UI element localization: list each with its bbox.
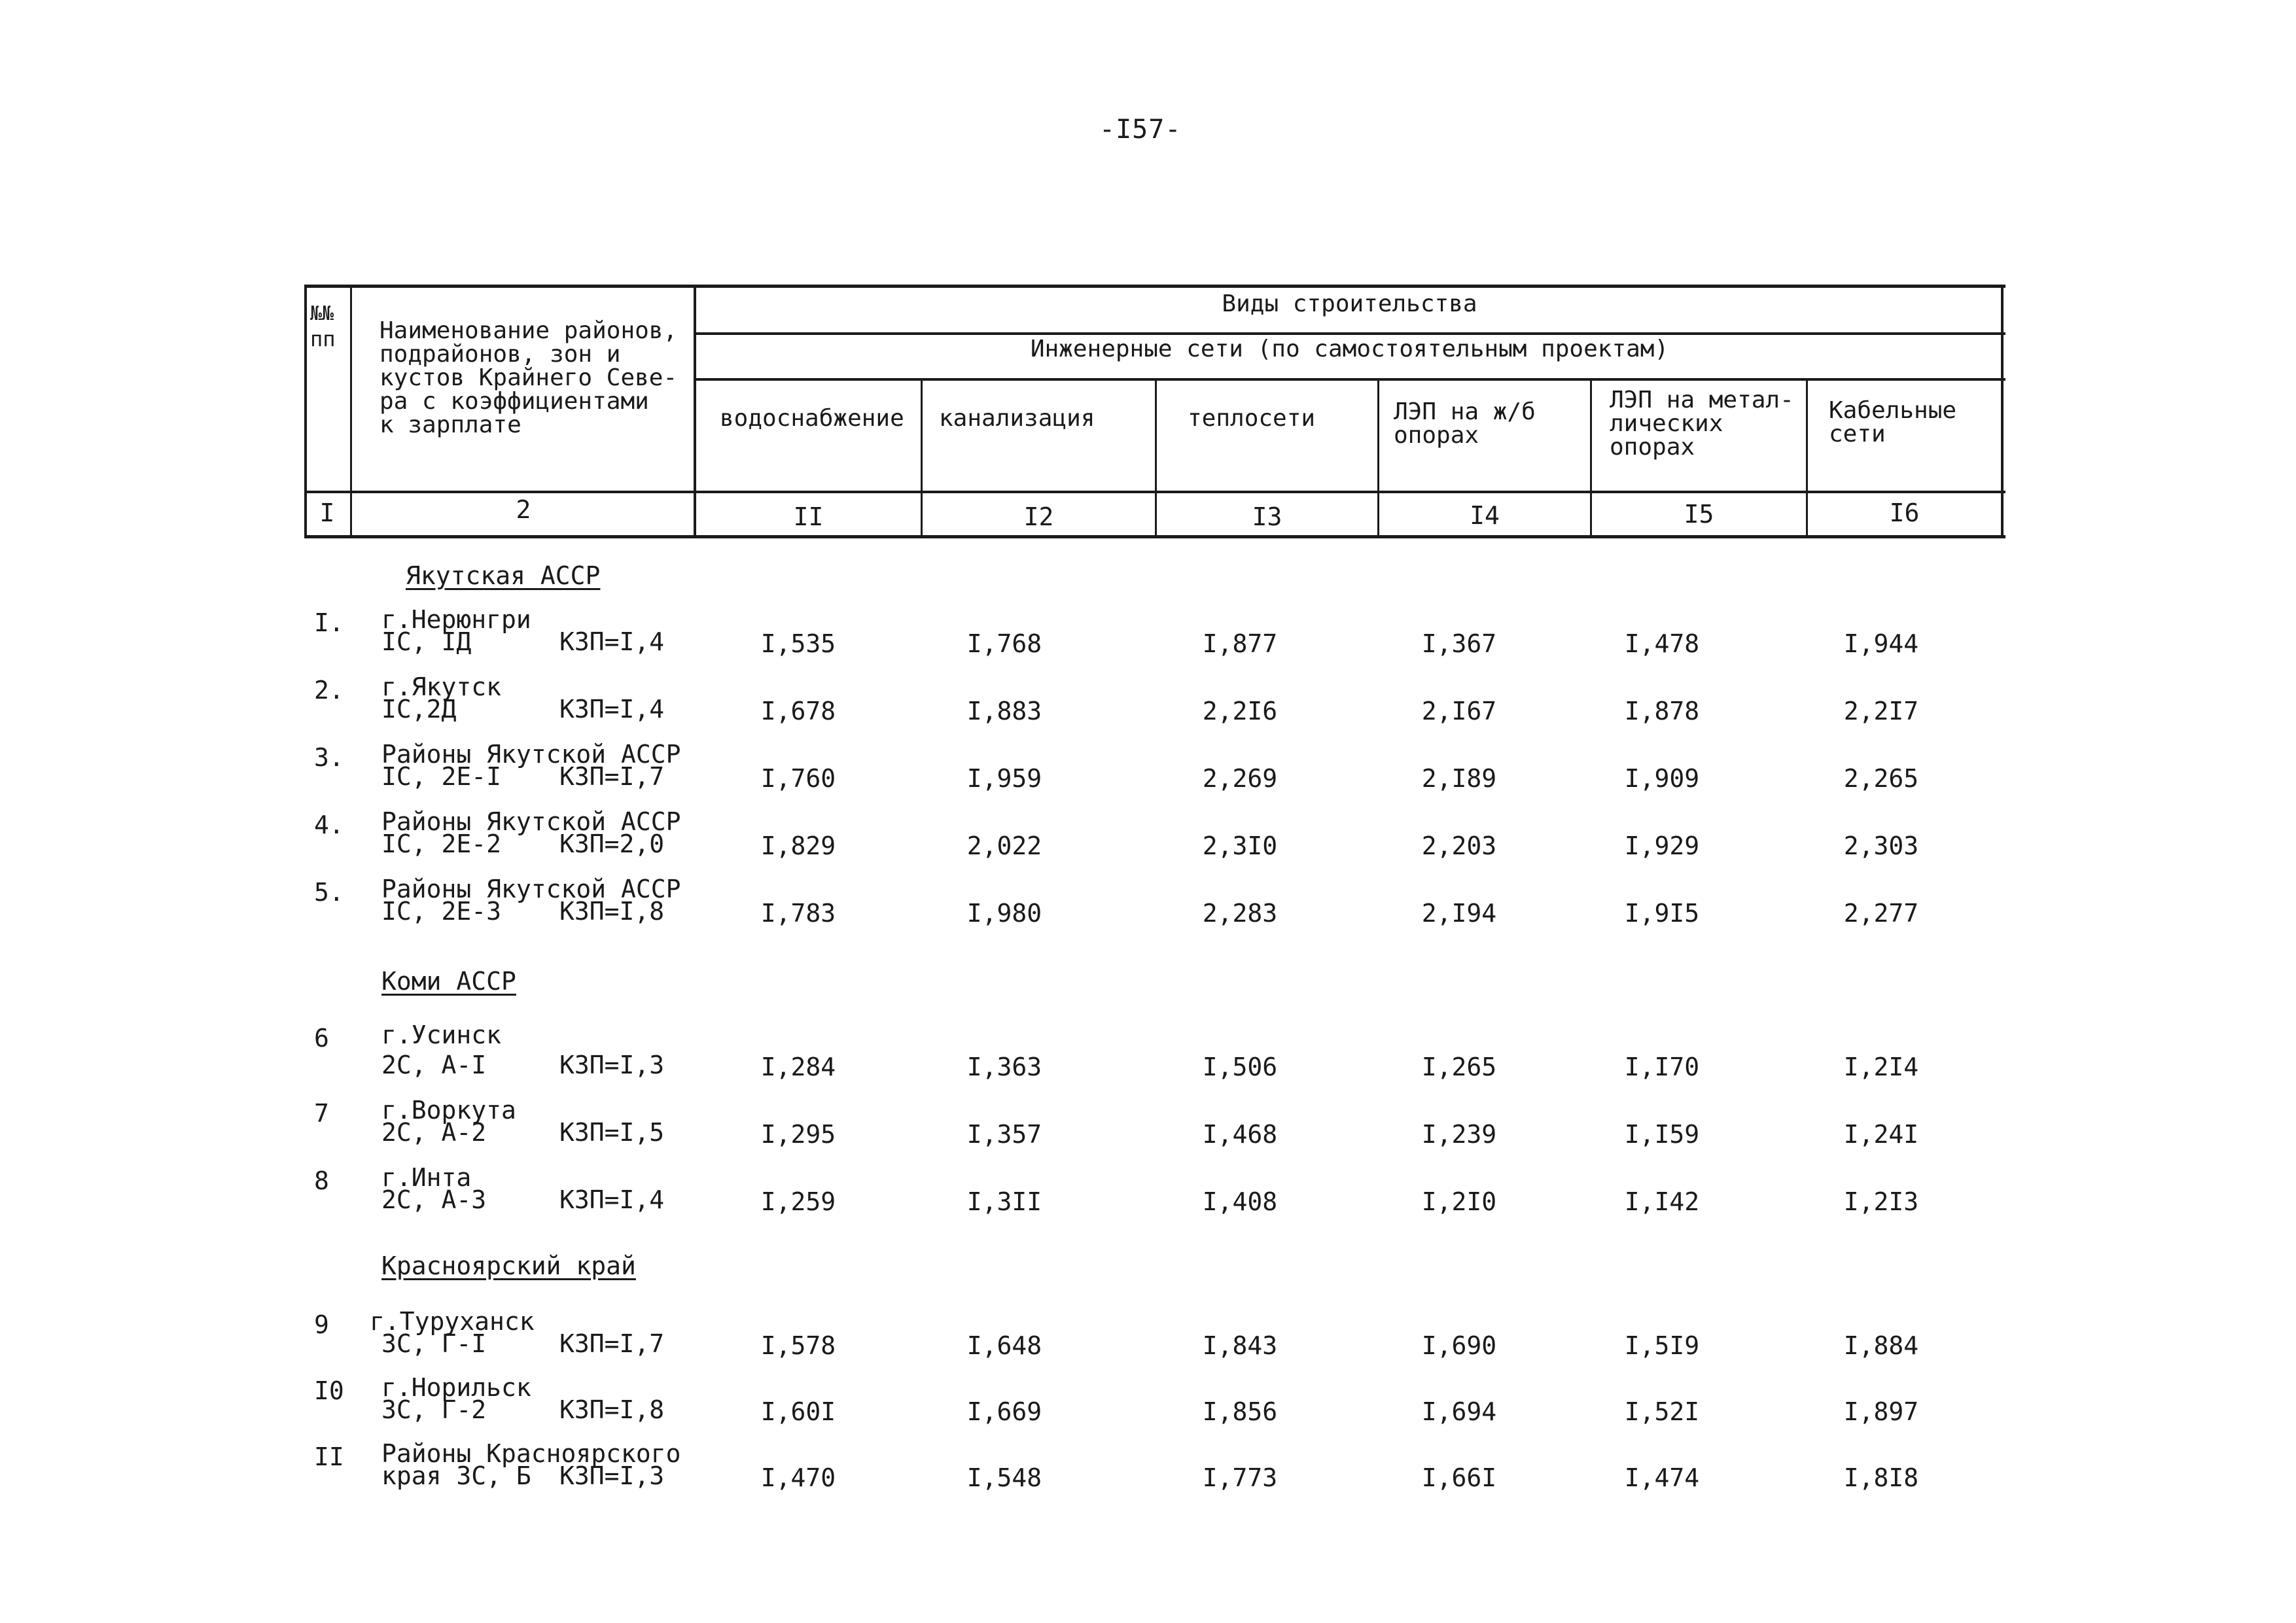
value-sewer: I,959 bbox=[966, 764, 1042, 793]
row-coefficient: КЗП=I,3 bbox=[559, 1051, 665, 1079]
section-title-komi: Коми АССР bbox=[381, 967, 516, 996]
header-num-label-2: пп bbox=[310, 326, 336, 351]
row-zone: IC, 2Е-2 bbox=[381, 829, 502, 858]
value-water: I,678 bbox=[760, 697, 836, 725]
value-sewer: I,548 bbox=[966, 1463, 1042, 1492]
row-zone: 3С, Г-2 bbox=[381, 1395, 487, 1424]
value-cable: 2,303 bbox=[1843, 831, 1919, 860]
value-cable: I,2I4 bbox=[1843, 1053, 1919, 1081]
value-sewer: I,669 bbox=[966, 1397, 1042, 1426]
value-heat: 2,269 bbox=[1202, 764, 1278, 793]
row-zone: края 3С, Б bbox=[381, 1461, 531, 1490]
value-water: I,829 bbox=[760, 831, 836, 860]
header-num-label-1: №№ bbox=[310, 302, 334, 325]
table-row bbox=[0, 1439, 2296, 1508]
value-cable: I,8I8 bbox=[1843, 1463, 1919, 1492]
value-power-metal: I,878 bbox=[1624, 697, 1700, 725]
value-cable: I,24I bbox=[1843, 1120, 1919, 1149]
row-zone: IC, IД bbox=[381, 627, 472, 656]
value-power-metal: I,929 bbox=[1624, 831, 1700, 860]
row-number: 4. bbox=[314, 811, 344, 839]
value-power-rc: 2,I67 bbox=[1421, 697, 1497, 725]
value-heat: 2,3I0 bbox=[1202, 831, 1278, 860]
value-heat: 2,2I6 bbox=[1202, 697, 1278, 725]
header-subgroup-title: Инженерные сети (по самостоятельным проектам) bbox=[1030, 336, 1669, 362]
row-number: II bbox=[314, 1442, 344, 1471]
row-name: Районы Якутской АССР bbox=[381, 875, 681, 903]
row-zone: IC, 2Е-I bbox=[381, 762, 502, 791]
value-power-metal: I,5I9 bbox=[1624, 1331, 1700, 1360]
header-col-cable: Кабельные сети bbox=[1829, 397, 1957, 447]
header-col-water: водоснабжение bbox=[720, 405, 904, 432]
table-row bbox=[0, 875, 2296, 943]
table-row bbox=[0, 1307, 2296, 1376]
value-power-rc: I,239 bbox=[1421, 1120, 1497, 1149]
value-water: I,259 bbox=[760, 1187, 836, 1216]
row-zone: 3С, Г-I bbox=[381, 1329, 487, 1358]
row-coefficient: КЗП=I,4 bbox=[559, 1185, 665, 1214]
row-zone: 2С, А-I bbox=[381, 1051, 487, 1079]
value-power-metal: I,52I bbox=[1624, 1397, 1700, 1426]
header-top-rule bbox=[304, 285, 2005, 288]
header-right-border bbox=[2001, 285, 2004, 538]
table-row bbox=[0, 1021, 2296, 1089]
row-name: г.Инта bbox=[381, 1163, 472, 1192]
value-sewer: I,357 bbox=[966, 1120, 1042, 1149]
row-number: 5. bbox=[314, 878, 344, 907]
value-heat: I,468 bbox=[1202, 1120, 1278, 1149]
value-water: I,470 bbox=[760, 1463, 836, 1492]
value-heat: I,877 bbox=[1202, 629, 1278, 658]
row-number: I. bbox=[314, 608, 344, 637]
value-water: I,535 bbox=[760, 629, 836, 658]
header-name-label: Наименование районов, подрайонов, зон и кустов Крайнего Севе- ра с коэффициентами к зарплате bbox=[380, 317, 678, 438]
value-cable: I,884 bbox=[1843, 1331, 1919, 1360]
row-coefficient: КЗП=I,4 bbox=[559, 627, 665, 656]
row-coefficient: КЗП=I,8 bbox=[559, 1395, 665, 1424]
value-power-rc: I,367 bbox=[1421, 629, 1497, 658]
row-name: Районы Якутской АССР bbox=[381, 740, 681, 769]
value-power-metal: I,9I5 bbox=[1624, 899, 1700, 928]
value-cable: I,2I3 bbox=[1843, 1187, 1919, 1216]
row-zone: IC, 2Е-3 bbox=[381, 897, 502, 926]
value-cable: 2,277 bbox=[1843, 899, 1919, 928]
section-title-yakutia: Якутская АССР bbox=[406, 561, 601, 590]
value-power-rc: 2,203 bbox=[1421, 831, 1497, 860]
row-zone: 2С, А-3 bbox=[381, 1185, 487, 1214]
header-left-border bbox=[304, 285, 307, 538]
row-coefficient: КЗП=I,7 bbox=[559, 1329, 665, 1358]
header-col-heat: теплосети bbox=[1188, 405, 1316, 432]
value-power-metal: I,I70 bbox=[1624, 1053, 1700, 1081]
header-group-title: Виды строительства bbox=[1222, 290, 1477, 317]
table-row bbox=[0, 740, 2296, 809]
value-power-rc: 2,I94 bbox=[1421, 899, 1497, 928]
table-row bbox=[0, 807, 2296, 876]
colnum-13: I3 bbox=[1252, 502, 1282, 531]
row-number: 3. bbox=[314, 743, 344, 772]
value-power-rc: I,694 bbox=[1421, 1397, 1497, 1426]
row-number: 6 bbox=[314, 1024, 329, 1053]
value-water: I,783 bbox=[760, 899, 836, 928]
colnum-14: I4 bbox=[1470, 501, 1500, 530]
value-power-rc: I,690 bbox=[1421, 1331, 1497, 1360]
row-name: г.Усинск bbox=[381, 1021, 502, 1049]
row-number: I0 bbox=[314, 1376, 344, 1405]
value-power-rc: 2,I89 bbox=[1421, 764, 1497, 793]
header-vline-2 bbox=[694, 285, 696, 538]
colnum-15: I5 bbox=[1684, 500, 1714, 529]
row-zone: IC,2Д bbox=[381, 695, 457, 724]
value-sewer: I,883 bbox=[966, 697, 1042, 725]
value-water: I,60I bbox=[760, 1397, 836, 1426]
value-cable: I,897 bbox=[1843, 1397, 1919, 1426]
value-power-metal: I,I59 bbox=[1624, 1120, 1700, 1149]
header-vline-1 bbox=[350, 285, 352, 538]
row-coefficient: КЗП=I,5 bbox=[559, 1118, 665, 1147]
value-water: I,578 bbox=[760, 1331, 836, 1360]
value-sewer: I,3II bbox=[966, 1187, 1042, 1216]
colnum-11: II bbox=[793, 502, 824, 531]
table-row bbox=[0, 605, 2296, 674]
row-name: г.Якутск bbox=[381, 672, 502, 701]
colnum-1: I bbox=[319, 498, 335, 527]
row-number: 7 bbox=[314, 1099, 329, 1128]
value-heat: I,506 bbox=[1202, 1053, 1278, 1081]
header-subgroup-rule bbox=[694, 332, 2005, 335]
value-cable: I,944 bbox=[1843, 629, 1919, 658]
table-row bbox=[0, 1163, 2296, 1232]
value-water: I,760 bbox=[760, 764, 836, 793]
table-row bbox=[0, 672, 2296, 741]
page-number: -I57- bbox=[1099, 114, 1182, 145]
row-coefficient: КЗП=2,0 bbox=[559, 829, 665, 858]
colnum-12: I2 bbox=[1023, 502, 1054, 531]
row-name: Районы Красноярского bbox=[381, 1439, 681, 1468]
value-water: I,284 bbox=[760, 1053, 836, 1081]
value-heat: I,408 bbox=[1202, 1187, 1278, 1216]
value-heat: I,843 bbox=[1202, 1331, 1278, 1360]
row-name: г.Воркута bbox=[381, 1096, 516, 1125]
header-col-sewer: канализация bbox=[939, 405, 1095, 432]
value-power-rc: I,66I bbox=[1421, 1463, 1497, 1492]
value-sewer: I,768 bbox=[966, 629, 1042, 658]
value-cable: 2,265 bbox=[1843, 764, 1919, 793]
header-col-power-rc: ЛЭП на ж/б опорах bbox=[1394, 398, 1536, 449]
row-zone: 2С, А-2 bbox=[381, 1118, 487, 1147]
value-sewer: I,980 bbox=[966, 899, 1042, 928]
value-power-metal: I,478 bbox=[1624, 629, 1700, 658]
row-name: Районы Якутской АССР bbox=[381, 807, 681, 836]
value-power-rc: I,2I0 bbox=[1421, 1187, 1497, 1216]
table-row bbox=[0, 1096, 2296, 1164]
row-name: г.Норильск bbox=[381, 1373, 531, 1402]
row-number: 9 bbox=[314, 1310, 329, 1339]
row-coefficient: КЗП=I,4 bbox=[559, 695, 665, 724]
row-name: г.Нерюнгри bbox=[381, 605, 531, 634]
value-sewer: I,363 bbox=[966, 1053, 1042, 1081]
row-coefficient: КЗП=I,8 bbox=[559, 897, 665, 926]
colnum-16: I6 bbox=[1889, 498, 1920, 527]
table-row bbox=[0, 1373, 2296, 1442]
row-name: г.Туруханск bbox=[370, 1307, 535, 1336]
row-number: 2. bbox=[314, 676, 344, 705]
row-coefficient: КЗП=I,3 bbox=[559, 1461, 665, 1490]
value-cable: 2,2I7 bbox=[1843, 697, 1919, 725]
value-power-metal: I,909 bbox=[1624, 764, 1700, 793]
value-power-metal: I,474 bbox=[1624, 1463, 1700, 1492]
row-coefficient: КЗП=I,7 bbox=[559, 762, 665, 791]
header-col-power-metal: ЛЭП на метал- лических опорах bbox=[1610, 387, 1794, 461]
value-heat: I,856 bbox=[1202, 1397, 1278, 1426]
value-power-rc: I,265 bbox=[1421, 1053, 1497, 1081]
section-title-krasnoyarsk: Красноярский край bbox=[381, 1251, 636, 1280]
colnum-2: 2 bbox=[516, 495, 531, 524]
value-water: I,295 bbox=[760, 1120, 836, 1149]
value-heat: I,773 bbox=[1202, 1463, 1278, 1492]
row-number: 8 bbox=[314, 1166, 329, 1195]
header-columns-rule bbox=[694, 378, 2005, 381]
value-sewer: I,648 bbox=[966, 1331, 1042, 1360]
value-sewer: 2,022 bbox=[966, 831, 1042, 860]
value-heat: 2,283 bbox=[1202, 899, 1278, 928]
value-power-metal: I,I42 bbox=[1624, 1187, 1700, 1216]
